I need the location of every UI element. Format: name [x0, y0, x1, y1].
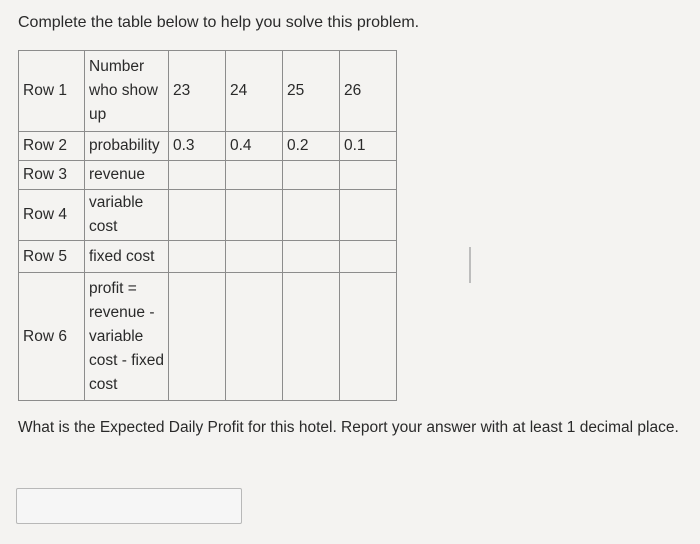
table-cell[interactable] [169, 161, 226, 190]
row-label: Row 3 [19, 161, 85, 190]
table-cell[interactable] [340, 161, 397, 190]
table-row [19, 241, 397, 273]
table-row [19, 51, 397, 132]
table-cell[interactable] [283, 161, 340, 190]
instruction-text: Complete the table below to help you solve this problem. [18, 14, 420, 31]
row-label: Row 2 [19, 132, 85, 161]
table-cell[interactable] [226, 161, 283, 190]
table-row [19, 132, 397, 161]
row-label: Row 4 [19, 190, 85, 241]
table-cell: 24 [226, 51, 283, 132]
table-cell[interactable] [283, 190, 340, 241]
table-cell: 25 [283, 51, 340, 132]
table-cell: 0.3 [169, 132, 226, 161]
table-cell[interactable] [283, 241, 340, 273]
table-cell: 0.1 [340, 132, 397, 161]
table-cell[interactable] [226, 273, 283, 401]
row-description: probability [85, 132, 169, 161]
table-cell[interactable] [169, 241, 226, 273]
row-description: profit = revenue - variable cost - fixed cost [85, 273, 169, 401]
row-description: revenue [85, 161, 169, 190]
table-cell: 0.4 [226, 132, 283, 161]
row-description: Number who show up [85, 51, 169, 132]
table-cell: 0.2 [283, 132, 340, 161]
table-cell[interactable] [169, 273, 226, 401]
pen-stroke-mark [469, 247, 471, 283]
table-cell[interactable] [283, 273, 340, 401]
table-cell[interactable] [340, 190, 397, 241]
table-cell[interactable] [340, 241, 397, 273]
row-label: Row 6 [19, 273, 85, 401]
row-label: Row 1 [19, 51, 85, 132]
table-cell: 23 [169, 51, 226, 132]
row-description: fixed cost [85, 241, 169, 273]
table-row [19, 190, 397, 241]
table-cell[interactable] [226, 241, 283, 273]
table-cell: 26 [340, 51, 397, 132]
table-cell[interactable] [226, 190, 283, 241]
table-cell[interactable] [340, 273, 397, 401]
table-row [19, 161, 397, 190]
row-description: variable cost [85, 190, 169, 241]
question-text: What is the Expected Daily Profit for this hotel. Report your answer with at least 1 decimal place. [18, 419, 679, 436]
table-cell[interactable] [169, 190, 226, 241]
table-row [19, 273, 397, 401]
answer-input[interactable] [16, 488, 242, 524]
problem-table [18, 50, 397, 401]
row-label: Row 5 [19, 241, 85, 273]
